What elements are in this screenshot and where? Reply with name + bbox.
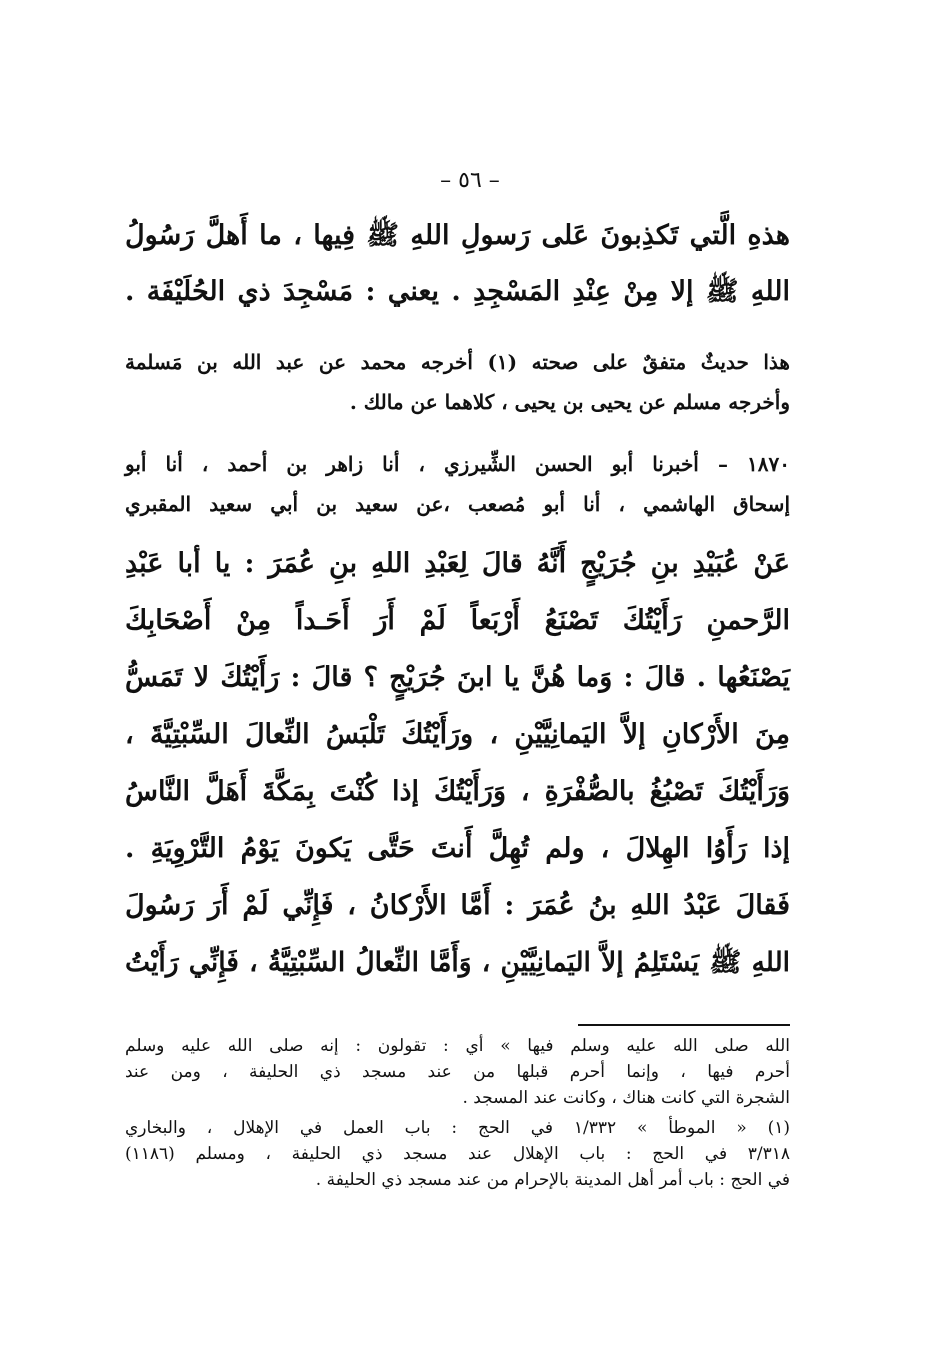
text-line: ١٨٧٠ – أخبرنا أبو الحسن الشِّيرزي ، أنا زاهر بن أحمد ، أنا أبو <box>125 452 790 476</box>
footnote-line: الشجرة التي كانت هناك ، وكانت عند المسجد . <box>462 1088 790 1108</box>
text-line: وَرَأَيْتُكَ تَصْبُغُ بالصُّفْرَةِ ، وَرَأَيْتُكَ إذا كُنْتَ بِمَكَّةَ أَهَلَّ النَّاسُ <box>125 776 790 807</box>
text-line: هذا حديثٌ متفقٌ على صحته (١) أخرجه محمد عن عبد الله بن مَسلمة <box>125 350 790 374</box>
hadith-matn <box>125 548 790 1008</box>
footnote-line: أحرم فيها ، وإنما أحرم قبلها من عند مسجد ذي الحليفة ، ومن عند <box>125 1062 790 1082</box>
text-line: إذا رَأَوُا الهِلالَ ، ولم تُهِلَّ أَنتَ حَتَّى يَكونَ يَوْمُ التَّرْوِيَةِ . <box>125 833 790 864</box>
isnad <box>125 452 790 532</box>
text-line: يَصْنَعُها . قالَ : وَما هُنَّ يا ابنَ جُرَيْجٍ ؟ قالَ : رَأَيْتُكَ لا تَمَسُّ <box>125 662 790 693</box>
footnote-line: الله صلى الله عليه وسلم فيها » أي : تقولون : إنه صلى الله عليه وسلم <box>125 1036 790 1056</box>
page-number: – ٥٦ – <box>440 168 500 193</box>
text-line: هذهِ الَّتي تَكذِبونَ عَلى رَسولِ اللهِ ﷺ فِيها ، ما أَهلَّ رَسُولُ <box>125 220 790 251</box>
text-line: إسحاق الهاشمي ، أنا أبو مُصعب ،عن سعيد بن أبي سعيد المقبري <box>125 492 790 516</box>
text-line: عَنْ عُبَيْدِ بنِ جُرَيْجٍ أَنَّهُ قالَ لِعَبْدِ اللهِ بنِ عُمَرَ : يا أبا عَبْدِ <box>125 548 790 579</box>
footnote-line: (١) « الموطأ » ١/٣٣٢ في الحج : باب العمل في الإهلال ، والبخاري <box>125 1118 790 1138</box>
text-line: اللهِ ﷺ إلا مِنْ عِنْدِ المَسْجِدِ . يعني : مَسْجِدَ ذي الحُلَيْفَة . <box>125 276 790 307</box>
footnote-line: في الحج : باب أمر أهل المدينة بالإحرام من عند مسجد ذي الحليفة . <box>315 1170 790 1190</box>
footnote-line: ٣/٣١٨ في الحج : باب الإهلال عند مسجد ذي الحليفة ، ومسلم (١١٨٦) <box>125 1144 790 1164</box>
text-line: مِنَ الأَرْكانِ إلاَّ اليَمانِيَّيْنِ ، ورَأَيْتُكَ تَلْبَسُ النِّعالَ السِّبْتِيَّةَ ، <box>125 719 790 750</box>
text-line: الرَّحمنِ رَأَيْتُكَ تَصْنَعُ أَرْبَعاً لَمْ أَرَ أَحَـداً مِنْ أَصْحَابِكَ <box>125 605 790 636</box>
footnote-divider <box>578 1024 790 1026</box>
text-line: فَقالَ عَبْدُ اللهِ بنُ عُمَرَ : أَمَّا الأَرْكانُ ، فَإِنِّي لَمْ أَرَ رَسُولَ <box>125 890 790 921</box>
hadith-continuation <box>125 218 790 328</box>
text-line: وأخرجه مسلم عن يحيى بن يحيى ، كلاهما عن مالك . <box>349 390 790 414</box>
text-line: اللهِ ﷺ يَسْتَلِمُ إلاَّ اليَمانِيَّيْنِ ، وَأَمَّا النِّعالُ السِّبْتِيَّةُ ، فَإِنِّي رَأَيْتُ <box>125 947 790 978</box>
takhrij-note <box>125 350 790 430</box>
footnotes <box>125 1036 790 1236</box>
